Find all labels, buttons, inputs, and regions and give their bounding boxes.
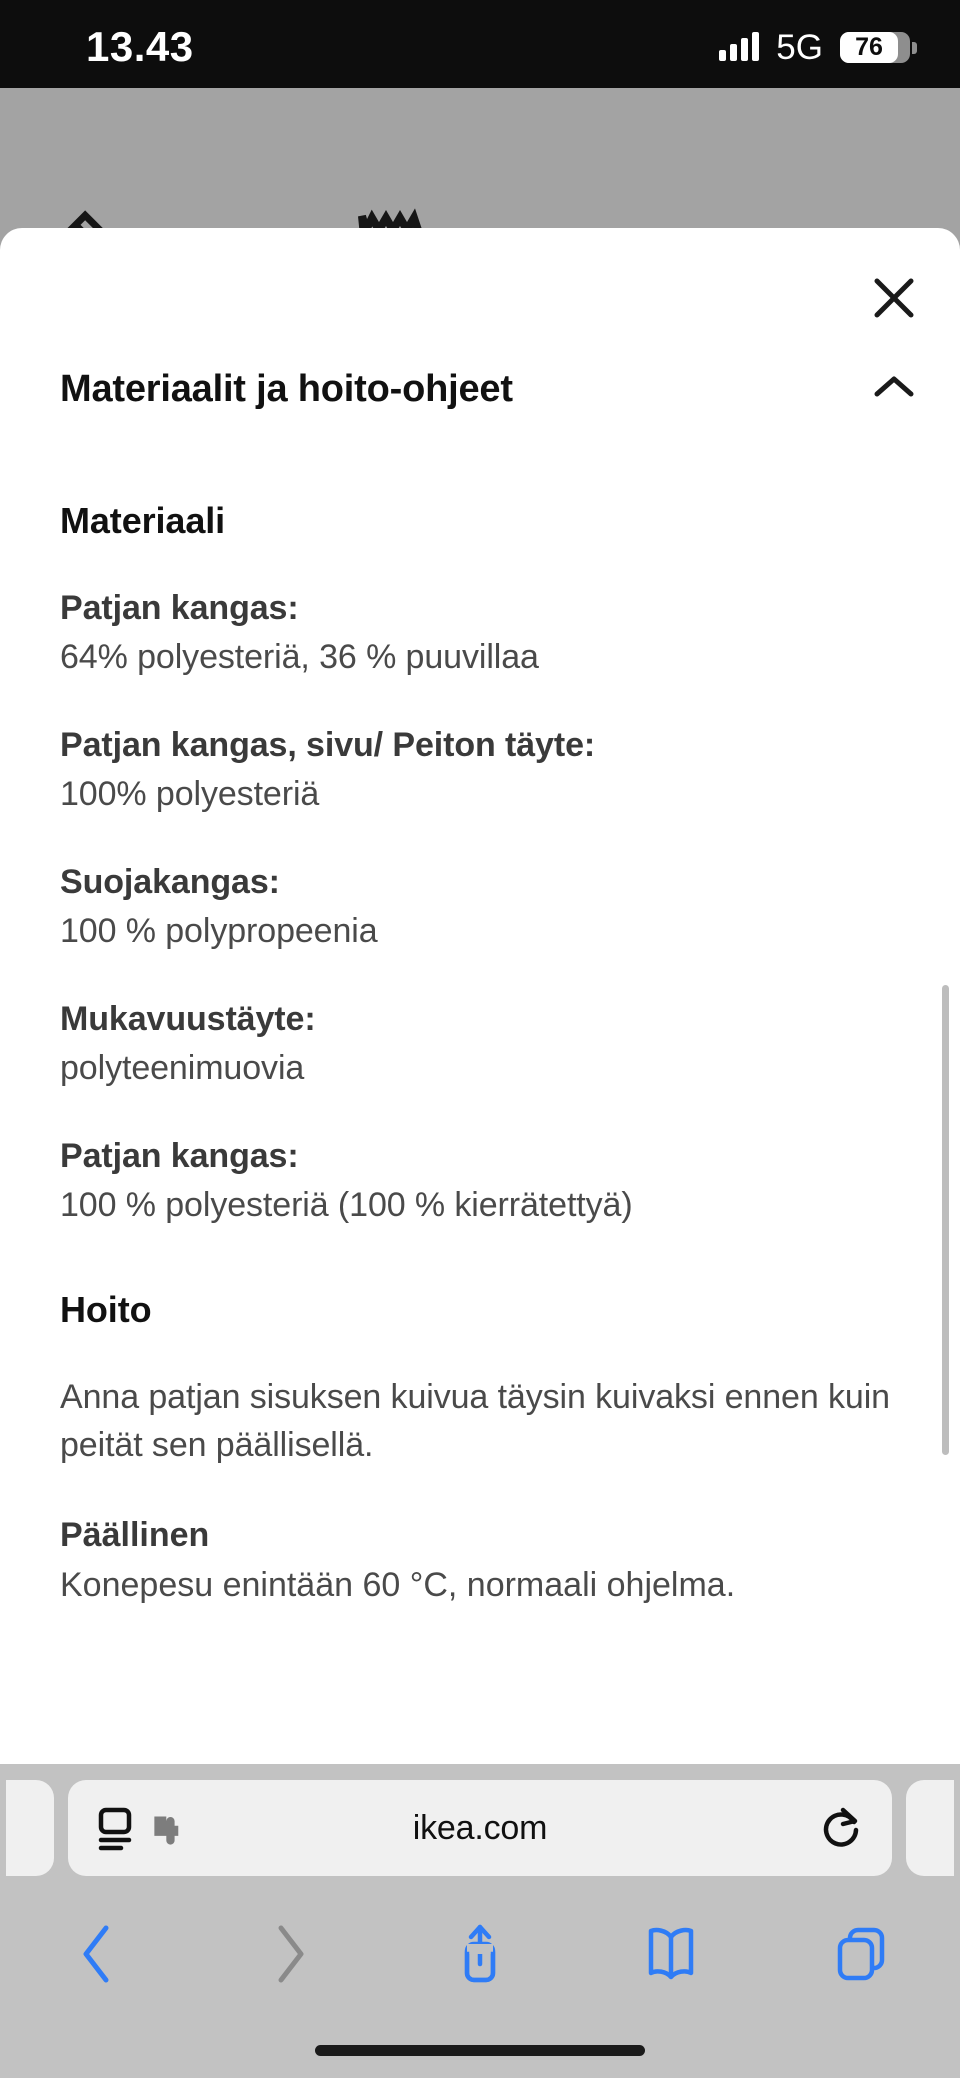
close-icon bbox=[871, 275, 917, 321]
sheet-topbar bbox=[0, 228, 960, 346]
back-button[interactable] bbox=[62, 1918, 134, 1990]
tabs-button[interactable] bbox=[826, 1918, 898, 1990]
url-row bbox=[0, 1764, 960, 1892]
tabs-icon bbox=[831, 1923, 893, 1985]
page-settings-extensions-icon bbox=[94, 1802, 146, 1854]
material-label: Patjan kangas, sivu/ Peiton täyte: bbox=[60, 725, 596, 764]
next-tab-peek[interactable] bbox=[906, 1780, 954, 1876]
material-item bbox=[60, 588, 900, 679]
reload-button[interactable] bbox=[744, 1804, 864, 1852]
status-indicators bbox=[719, 27, 898, 67]
material-item bbox=[60, 862, 900, 953]
section-heading-material: Materiaali bbox=[60, 500, 226, 541]
accordion-title: Materiaalit ja hoito-ohjeet bbox=[60, 367, 513, 410]
material-label: Suojakangas: bbox=[60, 862, 280, 901]
status-bar bbox=[0, 0, 960, 88]
material-label: Mukavuustäyte: bbox=[60, 999, 316, 1038]
share-icon bbox=[452, 1919, 508, 1989]
care-item-title: Päällinen bbox=[60, 1516, 210, 1555]
url-text: ikea.com bbox=[412, 1808, 548, 1847]
section-heading-care: Hoito bbox=[60, 1288, 152, 1330]
previous-tab-peek[interactable] bbox=[6, 1780, 54, 1876]
accordion-header-materials-care[interactable] bbox=[0, 346, 960, 432]
material-value: polyteenimuovia bbox=[60, 1049, 305, 1088]
material-item bbox=[60, 1136, 900, 1227]
material-item bbox=[60, 999, 900, 1090]
home-indicator bbox=[315, 2045, 645, 2056]
extensions-puzzle-icon bbox=[151, 1809, 185, 1847]
close-button[interactable] bbox=[866, 270, 922, 326]
bookmarks-button[interactable] bbox=[635, 1918, 707, 1990]
status-time: 13.43 bbox=[86, 23, 194, 70]
material-value: 100 % polyesteriä (100 % kierrätettyä) bbox=[60, 1186, 633, 1225]
sheet-scrollbar[interactable] bbox=[942, 985, 949, 1455]
material-item bbox=[60, 725, 900, 816]
network-type-label: 5G bbox=[776, 27, 823, 67]
sheet-body bbox=[0, 500, 960, 1606]
material-label: Patjan kangas: bbox=[60, 589, 299, 627]
reload-icon bbox=[818, 1804, 864, 1852]
page-settings-button[interactable] bbox=[94, 1802, 214, 1854]
forward-button[interactable] bbox=[253, 1918, 325, 1990]
battery-icon bbox=[840, 32, 898, 63]
battery-percent: 76 bbox=[855, 32, 883, 61]
material-value: 100% polyesteriä bbox=[60, 775, 320, 814]
materials-care-sheet bbox=[0, 228, 960, 1764]
chevron-right-icon bbox=[269, 1922, 309, 1986]
care-paragraph: Anna patjan sisuksen kuivua täysin kuivaksi ennen kuin peität sen päällisellä. bbox=[60, 1377, 890, 1464]
book-icon bbox=[642, 1923, 700, 1985]
browser-toolbar bbox=[0, 1892, 960, 2002]
signal-bars-icon bbox=[719, 33, 759, 61]
address-bar[interactable] bbox=[68, 1780, 892, 1876]
material-label: Patjan kangas: bbox=[60, 1136, 299, 1175]
chevron-up-icon[interactable] bbox=[872, 372, 916, 407]
material-value: 64% polyesteriä, 36 % puuvillaa bbox=[60, 638, 539, 677]
care-item-text: Konepesu enintään 60 °C, normaali ohjelma. bbox=[60, 1565, 736, 1604]
chevron-left-icon bbox=[78, 1922, 118, 1986]
share-button[interactable] bbox=[444, 1918, 516, 1990]
care-item bbox=[60, 1515, 900, 1606]
material-value: 100 % polypropeenia bbox=[60, 912, 378, 951]
safari-bottom-bar bbox=[0, 1764, 960, 2078]
